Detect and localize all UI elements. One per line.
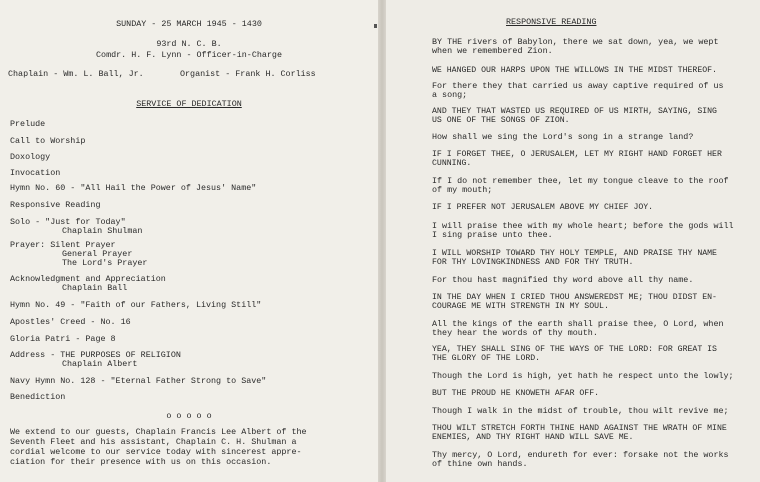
order-item: Prelude bbox=[10, 119, 46, 129]
reading-line: Thy mercy, O Lord, endureth for ever: forsake not the works bbox=[432, 450, 729, 460]
order-item: Address - THE PURPOSES OF RELIGION bbox=[10, 350, 181, 360]
reading-line: I WILL WORSHIP TOWARD THY HOLY TEMPLE, AND PRAISE THY NAME bbox=[432, 249, 717, 258]
order-item: Invocation bbox=[10, 168, 61, 178]
order-item: Responsive Reading bbox=[10, 200, 101, 210]
page-fold bbox=[378, 0, 386, 482]
reading-line: a song; bbox=[432, 90, 468, 100]
order-item: Solo - "Just for Today" bbox=[10, 217, 126, 227]
separator: o o o o o bbox=[166, 411, 212, 421]
reading-line: US ONE OF THE SONGS OF ZION. bbox=[432, 116, 570, 125]
order-item: Call to Worship bbox=[10, 136, 86, 146]
reading-line: WE HANGED OUR HARPS UPON THE WILLOWS IN THE MIDST THEREOF. bbox=[432, 66, 717, 75]
reading-title: RESPONSIVE READING bbox=[506, 17, 597, 27]
reading-line: BY THE rivers of Babylon, there we sat down, yea, we wept bbox=[432, 37, 719, 47]
service-title: SERVICE OF DEDICATION bbox=[136, 99, 242, 109]
reading-line: Though I walk in the midst of trouble, thou wilt revive me; bbox=[432, 406, 729, 416]
order-subitem: Chaplain Ball bbox=[62, 283, 128, 293]
header-unit: 93rd N. C. B. bbox=[156, 39, 222, 49]
reading-line: YEA, THEY SHALL SING OF THE WAYS OF THE LORD: FOR GREAT IS bbox=[432, 345, 717, 354]
order-subitem: The Lord's Prayer bbox=[62, 258, 148, 268]
reading-line: COURAGE ME WITH STRENGTH IN MY SOUL. bbox=[432, 302, 609, 311]
header-officer: Comdr. H. F. Lynn - Officer-in-Charge bbox=[96, 50, 282, 60]
order-item: Benediction bbox=[10, 392, 66, 402]
right-page bbox=[386, 0, 760, 482]
reading-line: when we remembered Zion. bbox=[432, 46, 553, 56]
welcome-line: Seventh Fleet and his assistant, Chaplain C. H. Shulman a bbox=[10, 437, 297, 447]
order-item: Prayer: Silent Prayer bbox=[10, 240, 116, 250]
reading-line: IN THE DAY WHEN I CRIED THOU ANSWEREDST ME; THOU DIDST EN- bbox=[432, 293, 717, 302]
order-item: Doxology bbox=[10, 152, 51, 162]
reading-line: IF I PREFER NOT JERUSALEM ABOVE MY CHIEF JOY. bbox=[432, 203, 654, 212]
order-item: Acknowledgment and Appreciation bbox=[10, 274, 166, 284]
reading-line: THOU WILT STRETCH FORTH THINE HAND AGAINST THE WRATH OF MINE bbox=[432, 424, 727, 433]
reading-line: BUT THE PROUD HE KNOWETH AFAR OFF. bbox=[432, 389, 600, 398]
reading-line: How shall we sing the Lord's song in a strange land? bbox=[432, 132, 694, 142]
reading-line: For there they that carried us away captive required of us bbox=[432, 81, 724, 91]
order-subitem: Chaplain Shulman bbox=[62, 226, 143, 236]
reading-line: Though the Lord is high, yet hath he respect unto the lowly; bbox=[432, 371, 734, 381]
reading-line: of thine own hands. bbox=[432, 459, 528, 469]
reading-line: All the kings of the earth shall praise thee, O Lord, when bbox=[432, 319, 724, 329]
reading-line: ENEMIES, AND THY RIGHT HAND WILL SAVE ME. bbox=[432, 433, 634, 442]
order-item: Hymn No. 60 - "All Hail the Power of Jesus' Name" bbox=[10, 183, 257, 193]
header-organist: Organist - Frank H. Corliss bbox=[180, 69, 316, 79]
reading-line: AND THEY THAT WASTED US REQUIRED OF US MIRTH, SAYING, SING bbox=[432, 107, 717, 116]
welcome-line: We extend to our guests, Chaplain Francis Lee Albert of the bbox=[10, 427, 307, 437]
reading-line: IF I FORGET THEE, O JERUSALEM, LET MY RIGHT HAND FORGET HER bbox=[432, 150, 722, 159]
order-item: Hymn No. 49 - "Faith of our Fathers, Living Still" bbox=[10, 300, 262, 310]
reading-line: THE GLORY OF THE LORD. bbox=[432, 354, 541, 363]
reading-line: CUNNING. bbox=[432, 159, 472, 168]
reading-line: they hear the words of thy mouth. bbox=[432, 328, 598, 338]
order-subitem: General Prayer bbox=[62, 249, 133, 259]
ink-mark bbox=[374, 24, 377, 28]
reading-line: FOR THY LOVINGKINDNESS AND FOR THY TRUTH. bbox=[432, 258, 634, 267]
header-date: SUNDAY - 25 MARCH 1945 - 1430 bbox=[116, 19, 262, 29]
reading-line: For thou hast magnified thy word above all thy name. bbox=[432, 275, 694, 285]
order-item: Apostles' Creed - No. 16 bbox=[10, 317, 131, 327]
reading-line: I sing praise unto thee. bbox=[432, 230, 553, 240]
order-subitem: Chaplain Albert bbox=[62, 359, 138, 369]
welcome-line: ciation for their presence with us on this occasion. bbox=[10, 457, 272, 467]
reading-line: of my mouth; bbox=[432, 185, 493, 195]
order-item: Navy Hymn No. 128 - "Eternal Father Strong to Save" bbox=[10, 376, 267, 386]
header-chaplain: Chaplain - Wm. L. Ball, Jr. bbox=[8, 69, 144, 79]
left-page bbox=[0, 0, 378, 482]
order-item: Gloria Patri - Page 8 bbox=[10, 334, 116, 344]
reading-line: I will praise thee with my whole heart; before the gods will bbox=[432, 221, 734, 231]
reading-line: If I do not remember thee, let my tongue cleave to the roof bbox=[432, 176, 729, 186]
welcome-line: cordial welcome to our service today with sincerest appre- bbox=[10, 447, 302, 457]
